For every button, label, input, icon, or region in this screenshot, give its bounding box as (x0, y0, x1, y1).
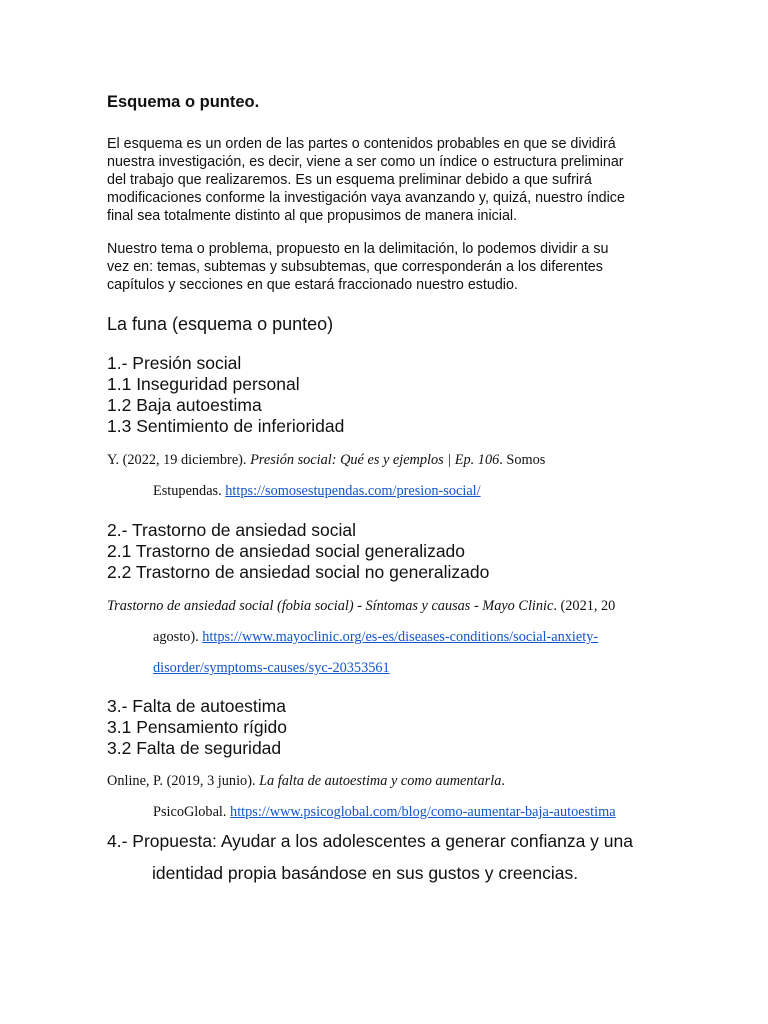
outline-item: 3.2 Falta de seguridad (107, 738, 282, 758)
paragraph-line: capítulos y secciones en que estará fraccionado nuestro estudio. (107, 277, 518, 293)
paragraph-line: Nuestro tema o problema, propuesto en la delimitación, lo podemos dividir a su (107, 241, 609, 257)
reference-1-line-1 (107, 452, 545, 469)
reference-3-line-1 (107, 773, 505, 790)
paragraph-line: modificaciones conforme la investigación vaya avanzando y, quizá, nuestro índice (107, 190, 625, 206)
paragraph-line: vez en: temas, subtemas y subsubtemas, que corresponderán a los diferentes (107, 259, 603, 275)
paragraph-line: final sea totalmente distinto al que propusimos de manera inicial. (107, 208, 518, 224)
reference-text: . (501, 773, 505, 789)
reference-2-line-1 (107, 598, 615, 615)
proposal-line-1: 4.- Propuesta: Ayudar a los adolescentes a generar confianza y una (107, 831, 633, 851)
reference-2-line-2 (153, 629, 598, 646)
reference-text: . Somos (499, 452, 546, 468)
paragraph-line: nuestra investigación, es decir, viene a ser como un índice o estructura preliminar (107, 154, 624, 170)
outline-item: 3.- Falta de autoestima (107, 696, 286, 716)
paragraph-line: El esquema es un orden de las partes o contenidos probables en que se dividirá (107, 136, 616, 152)
page-title: Esquema o punteo. (107, 93, 260, 111)
proposal-line-2: identidad propia basándose en sus gustos y creencias. (152, 863, 579, 883)
intro-paragraph-2 (107, 240, 608, 294)
outline-item: 3.1 Pensamiento rígido (107, 717, 287, 737)
outline-section-1 (107, 353, 344, 437)
outline-item: 1.- Presión social (107, 353, 242, 373)
reference-link[interactable]: disorder/symptoms-causes/syc-20353561 (153, 660, 390, 676)
reference-3-line-2 (153, 804, 616, 821)
reference-text: . (2021, 20 (553, 598, 616, 614)
reference-title: La falta de autoestima y como aumentarla (259, 773, 502, 789)
outline-item: 2.2 Trastorno de ansiedad social no generalizado (107, 562, 490, 582)
reference-link[interactable]: https://www.mayoclinic.org/es-es/diseases-conditions/social-anxiety- (202, 629, 599, 645)
reference-title: Presión social: Qué es y ejemplos | Ep. 106 (250, 452, 500, 468)
outline-item: 2.- Trastorno de ansiedad social (107, 520, 357, 540)
reference-text: PsicoGlobal. (153, 804, 231, 820)
outline-item: 1.2 Baja autoestima (107, 395, 262, 415)
section-title: La funa (esquema o punteo) (107, 314, 334, 334)
outline-section-2 (107, 520, 489, 583)
reference-title: Trastorno de ansiedad social (fobia social) - Síntomas y causas - Mayo Clinic (107, 598, 554, 614)
reference-1-line-2 (153, 483, 481, 500)
reference-text: agosto). (153, 629, 203, 645)
reference-text: Estupendas. (153, 483, 226, 499)
outline-item: 2.1 Trastorno de ansiedad social generalizado (107, 541, 466, 561)
reference-link[interactable]: https://www.psicoglobal.com/blog/como-aumentar-baja-autoestima (230, 804, 616, 820)
intro-paragraph-1 (107, 135, 625, 225)
outline-item: 1.3 Sentimiento de inferioridad (107, 416, 345, 436)
outline-item: 1.1 Inseguridad personal (107, 374, 300, 394)
reference-author: Y. (2022, 19 diciembre). (107, 452, 251, 468)
reference-author: Online, P. (2019, 3 junio). (107, 773, 260, 789)
reference-link[interactable]: https://somosestupendas.com/presion-social/ (225, 483, 481, 499)
paragraph-line: del trabajo que realizaremos. Es un esquema preliminar debido a que sufrirá (107, 172, 592, 188)
reference-2-line-3 (153, 660, 390, 677)
outline-section-3 (107, 696, 287, 759)
